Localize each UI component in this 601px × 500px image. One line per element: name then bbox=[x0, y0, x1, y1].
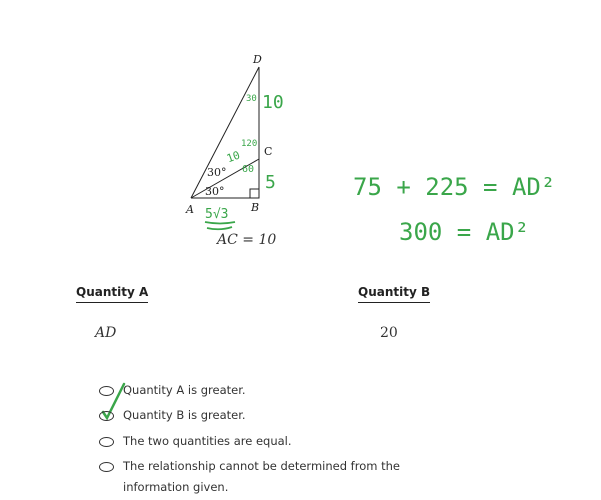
quantity-b-header: Quantity B bbox=[358, 285, 430, 303]
note-equation-2: 300 = AD² bbox=[399, 218, 530, 246]
quantity-a-value: AD bbox=[95, 325, 117, 341]
choice-b-label: Quantity B is greater. bbox=[123, 408, 246, 422]
quantity-b-value: 20 bbox=[380, 325, 398, 341]
right-angle-mark bbox=[250, 189, 259, 198]
vertex-label-a: A bbox=[186, 203, 194, 216]
note-equation-1: 75 + 225 = AD² bbox=[353, 173, 556, 201]
choice-c[interactable] bbox=[99, 435, 403, 452]
choice-b[interactable] bbox=[99, 409, 403, 426]
note-angle-c-bottom: 60 bbox=[242, 164, 255, 175]
radio-choice-c[interactable] bbox=[99, 437, 114, 447]
choice-d-label: The relationship cannot be determined from the information given. bbox=[123, 459, 400, 494]
angle-label-lower: 30° bbox=[205, 185, 225, 198]
radio-choice-b[interactable] bbox=[99, 411, 114, 421]
angle-label-upper: 30° bbox=[207, 166, 227, 179]
note-seg-cd: 10 bbox=[262, 92, 284, 113]
note-angle-c-top: 120 bbox=[241, 139, 258, 149]
radio-choice-d[interactable] bbox=[99, 462, 114, 472]
vertex-label-b: B bbox=[251, 201, 260, 214]
quantity-a-header: Quantity A bbox=[76, 285, 148, 303]
vertex-label-d: D bbox=[253, 53, 262, 66]
choice-d[interactable] bbox=[99, 460, 403, 498]
radio-choice-a[interactable] bbox=[99, 386, 114, 396]
vertex-label-c: C bbox=[264, 145, 273, 158]
choice-a-label: Quantity A is greater. bbox=[123, 383, 246, 397]
note-seg-ac: 10 bbox=[224, 148, 242, 166]
note-seg-ab: 5√3 bbox=[205, 207, 229, 222]
note-angle-d: 30 bbox=[246, 94, 257, 104]
note-seg-bc: 5 bbox=[265, 172, 276, 193]
choice-c-label: The two quantities are equal. bbox=[123, 434, 292, 448]
figure-caption: AC = 10 bbox=[217, 232, 277, 248]
choice-a[interactable] bbox=[99, 384, 403, 401]
